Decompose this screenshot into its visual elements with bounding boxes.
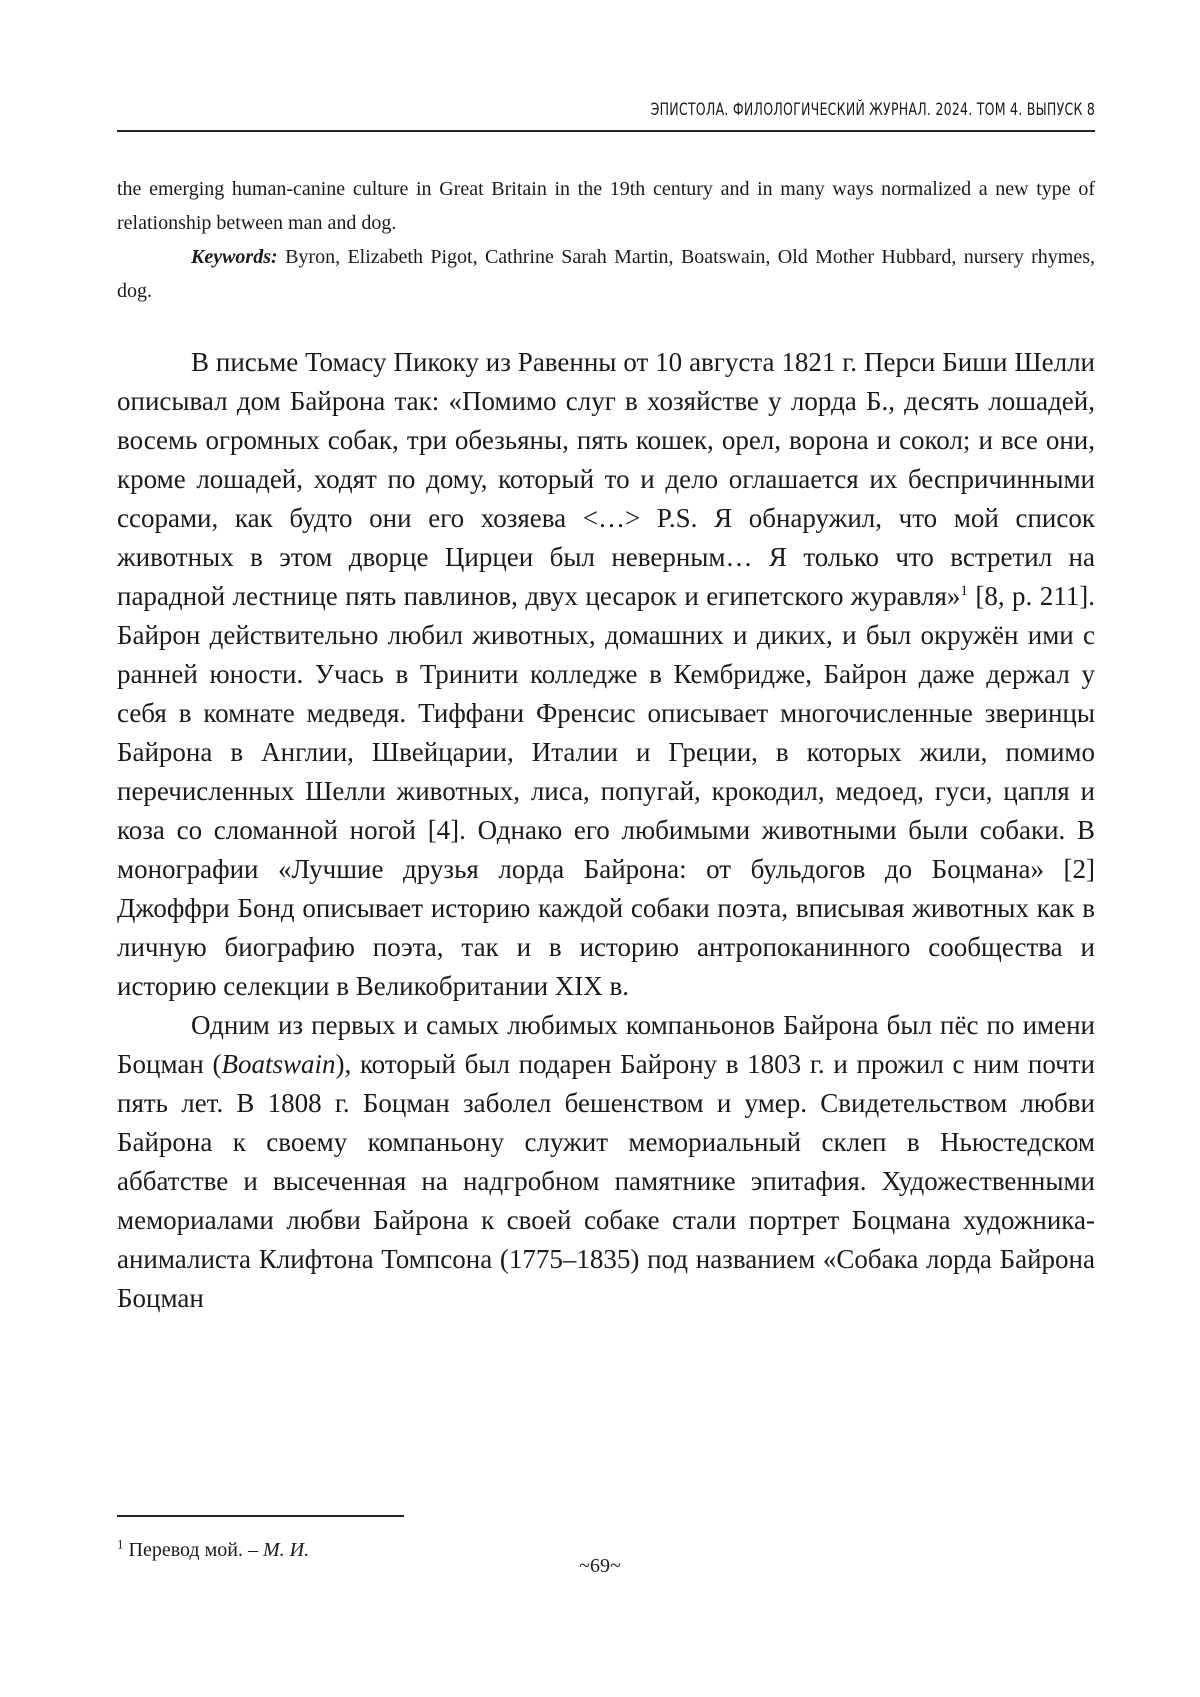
keywords-paragraph — [117, 240, 1095, 308]
paragraph-1-text-b: [8, p. 211]. Байрон действительно любил животных, домашних и диких, и был окружён ими с ранней юности. Учась в Тринити колледже в Кембридже, Байрон даже держал у себя в комнате медведя. Тиффани Френсис описывает многочисленные зверинцы Байрона в Англии, Швейцарии, Италии и Греции, в которых жили, помимо перечисленных Шелли животных, лиса, попугай, крокодил, медоед, гуси, цапля и коза со сломанной ногой [4]. Однако его любимыми животными были собаки. В монографии «Лучшие друзья лорда Байрона: от бульдогов до Боцмана» [2] Джоффри Бонд описывает историю каждой собаки поэта, вписывая животных как в личную биографию поэта, так и в историю антропоканинного сообщества и историю селекции в Великобритании XIX в. — [117, 581, 1095, 1001]
body-paragraph-1 — [117, 343, 1095, 1006]
footnote-number: 1 — [117, 1536, 124, 1551]
keywords-list: Byron, Elizabeth Pigot, Cathrine Sarah Martin, Boatswain, Old Mother Hubbard, nursery rhymes, dog. — [117, 246, 1095, 302]
page-number: ~69~ — [0, 1553, 1200, 1579]
footnote-ref: 1 — [960, 583, 968, 599]
abstract-continuation: the emerging human-canine culture in Great Britain in the 19th century and in many ways normalized a new type of relationship between man and dog. — [117, 172, 1095, 240]
keywords-label: Keywords: — [191, 246, 278, 268]
footnote-divider — [117, 1515, 404, 1517]
abstract-section — [117, 172, 1095, 308]
paragraph-1-text-a: В письме Томасу Пикоку из Равенны от 10 августа 1821 г. Перси Биши Шелли описывал дом Байрона так: «Помимо слуг в хозяйстве у лорда Б., десять лошадей, восемь огромных собак, три обезьяны, пять кошек, орел, ворона и сокол; и все они, кроме лошадей, ходят по дому, который то и дело оглашается их беспричинными ссорами, как будто они его хозяева <…> P.S. Я обнаружил, что мой список животных в этом дворце Цирцеи был неверным… Я только что встретил на парадной лестнице пять павлинов, двух цесарок и египетского журавля» — [117, 347, 1095, 611]
body-paragraph-2 — [117, 1006, 1095, 1318]
footnote-author: М. И. — [263, 1539, 309, 1561]
boatswain-name: Boatswain — [221, 1049, 335, 1079]
journal-title: ЭПИСТОЛА. ФИЛОЛОГИЧЕСКИЙ ЖУРНАЛ. 2024. ТОМ 4. ВЫПУСК 8 — [650, 94, 1095, 126]
footnote-text: Перевод мой. – — [124, 1539, 263, 1561]
running-header — [117, 94, 1095, 132]
paragraph-2-text-a: Одним из первых и самых любимых компаньонов Байрона был пёс по имени Боцман ( — [117, 1010, 1095, 1079]
article-body — [117, 343, 1095, 1318]
paragraph-2-text-b: ), который был подарен Байрону в 1803 г. и прожил с ним почти пять лет. В 1808 г. Боцман заболел бешенством и умер. Свидетельством любви Байрона к своему компаньону служит мемориальный склеп в Ньюстедском аббатстве и высеченная на надгробном памятнике эпитафия. Художественными мемориалами любви Байрона к своей собаке стали портрет Боцмана художника-анималиста Клифтона Томпсона (1775–1835) под названием «Собака лорда Байрона Боцман — [117, 1049, 1095, 1313]
